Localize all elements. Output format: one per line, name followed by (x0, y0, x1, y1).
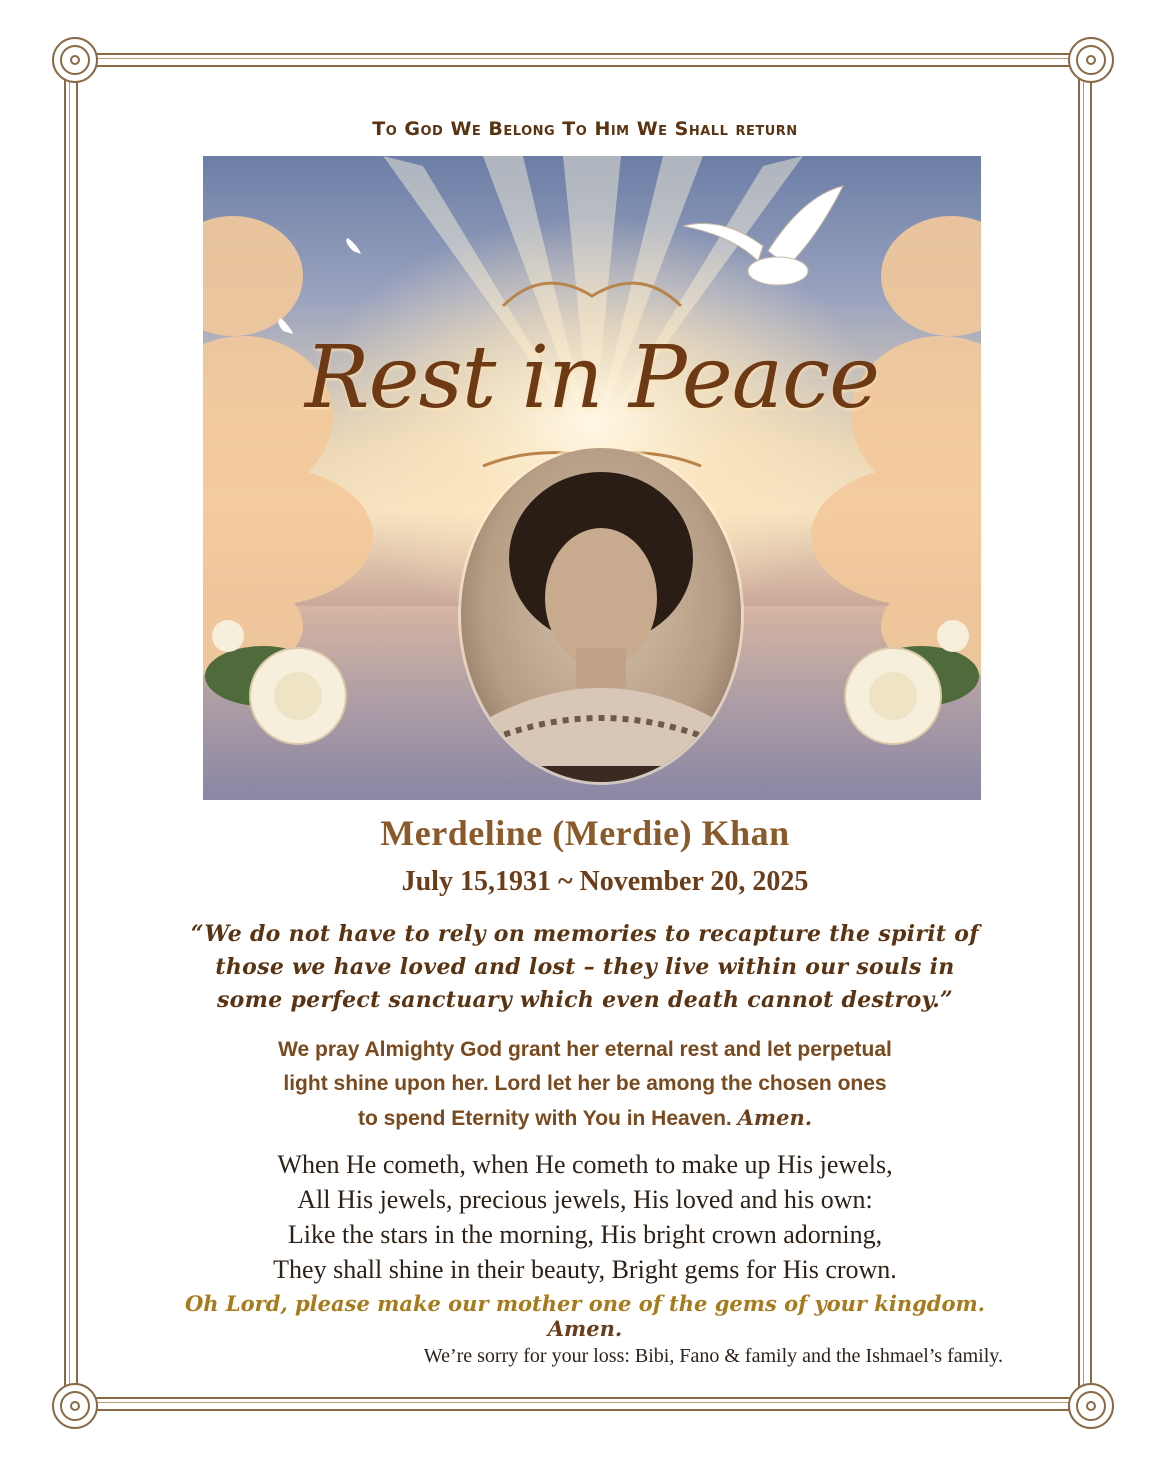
corner-ornament-icon (52, 1383, 98, 1429)
border-bottom (75, 1397, 1095, 1411)
hymn-line: All His jewels, precious jewels, His loved and his own: (297, 1185, 873, 1214)
prayer-line: light shine upon her. Lord let her be among the chosen ones (283, 1072, 887, 1095)
border-right (1078, 75, 1092, 1395)
prayer-line (200, 1101, 970, 1136)
hymn-verse (180, 1147, 990, 1287)
hero-image (203, 156, 981, 800)
closing-plea (150, 1291, 1020, 1341)
deceased-name: Merdeline (Merdie) Khan (380, 813, 790, 853)
plea-amen: Amen. (547, 1316, 623, 1341)
corner-ornament-icon (1068, 1383, 1114, 1429)
life-dates: July 15,1931 ~ November 20, 2025 (401, 866, 809, 897)
header-text: To God We Belong To Him We Shall return (372, 118, 798, 140)
border-left (64, 75, 78, 1395)
corner-ornament-icon (52, 37, 98, 83)
plea-text: Oh Lord, please make our mother one of the gems of your kingdom. (184, 1291, 985, 1316)
memorial-quote (180, 918, 990, 1017)
quote-line: some perfect sanctuary which even death cannot destroy.” (216, 987, 954, 1013)
hymn-line: When He cometh, when He cometh to make up His jewels, (277, 1150, 893, 1179)
quote-line: “We do not have to rely on memories to recapture the spirit of (190, 921, 980, 947)
hero-title: Rest in Peace (304, 328, 880, 428)
hymn-line: Like the stars in the morning, His bright crown adorning, (287, 1220, 883, 1249)
corner-ornament-icon (1068, 37, 1114, 83)
quote-line: those we have loved and lost – they live within our souls in (215, 954, 955, 980)
prayer-amen: Amen. (737, 1105, 813, 1130)
portrait-figure (461, 448, 741, 782)
hymn-line: They shall shine in their beauty, Bright gems for His crown. (273, 1255, 897, 1284)
prayer-line: We pray Almighty God grant her eternal rest and let perpetual (278, 1038, 892, 1061)
condolence-message: We’re sorry for your loss: Bibi, Fano & family and the Ishmael’s family. (423, 1345, 1003, 1367)
prayer-line-text: to spend Eternity with You in Heaven. (357, 1107, 732, 1130)
prayer-text (200, 1033, 970, 1136)
border-top (75, 53, 1095, 67)
portrait-photo (461, 448, 741, 782)
